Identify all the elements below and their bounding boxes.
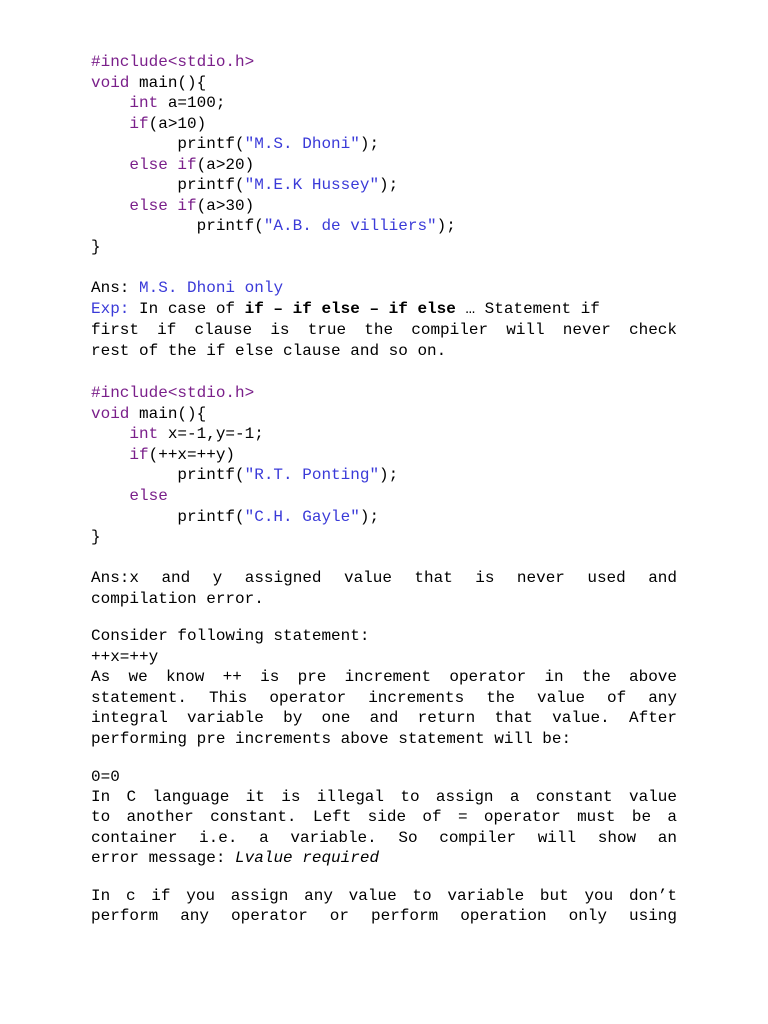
answer-1 (91, 278, 283, 298)
zero-statement: 0=0 (91, 768, 120, 786)
code1-line-printf-1 (91, 134, 379, 154)
string-literal: "R.T. Ponting" (244, 466, 380, 484)
consider-line-4: statement. This operator increments the value of any (91, 689, 677, 707)
code-text: printf( (91, 135, 245, 153)
consider-line-3: As we know ++ is pre increment operator in the above (91, 668, 677, 686)
consider-line-6: performing pre increments above statement will be: (91, 730, 572, 748)
code1-line-decl (91, 93, 225, 113)
code2-line-printf-1 (91, 465, 398, 485)
keyword: if (129, 446, 149, 464)
text: … Statement if (455, 300, 600, 318)
code-text: ); (379, 176, 399, 194)
string-literal: "A.B. de villiers" (263, 217, 437, 235)
indent (91, 197, 129, 215)
text: In case of (129, 300, 245, 318)
indent (91, 446, 129, 464)
code-text: main(){ (129, 405, 207, 423)
code2-line-decl (91, 424, 264, 444)
code-text: (a>30) (196, 197, 255, 215)
indent (91, 156, 129, 174)
code2-line-printf-2 (91, 507, 379, 527)
keyword: void (91, 74, 130, 92)
zero-line-4: container i.e. a variable. So compiler will show an (91, 829, 677, 847)
code-text: ); (436, 217, 456, 235)
consider-heading: Consider following statement: (91, 627, 370, 645)
zero-line-5 (91, 848, 379, 868)
code-text: ); (359, 135, 380, 153)
explanation-1-line-2: first if clause is true the compiler will never check (91, 321, 677, 339)
bold-text: if – if else – if else (244, 300, 456, 318)
string-literal: "M.E.K Hussey" (244, 176, 380, 194)
code-text: printf( (91, 508, 245, 526)
code-text: } (91, 528, 101, 546)
code-text: x=-1,y=-1; (158, 425, 264, 443)
code1-line-close (91, 237, 101, 257)
indent (91, 425, 129, 443)
explanation-1-line-1 (91, 299, 600, 319)
code-text: printf( (91, 466, 245, 484)
code2-line-main (91, 404, 206, 424)
code1-line-printf-3 (91, 216, 456, 236)
text: error message: (91, 849, 236, 867)
code-text: } (91, 238, 101, 256)
keyword: void (91, 405, 130, 423)
keyword: int (129, 425, 159, 443)
code-text: ); (359, 508, 380, 526)
keyword: int (129, 94, 159, 112)
indent (91, 115, 129, 133)
code2-line-include (91, 383, 254, 403)
indent (91, 94, 129, 112)
string-literal: "C.H. Gayle" (244, 508, 360, 526)
code1-line-printf-2 (91, 175, 398, 195)
code-text: main(){ (129, 74, 207, 92)
answer-label: Ans: (91, 279, 140, 297)
code-text: (a>10) (148, 115, 207, 133)
code-text: ); (379, 466, 399, 484)
final-line-2: perform any operator or perform operation only using (91, 907, 677, 925)
code-text: printf( (91, 176, 245, 194)
preprocessor-directive: #include<stdio.h> (91, 384, 255, 402)
keyword: else (129, 487, 168, 505)
code-text: (++x=++y) (148, 446, 236, 464)
code1-line-include (91, 52, 254, 72)
keyword: else if (129, 197, 197, 215)
zero-line-3: to another constant. Left side of = operator must be a (91, 808, 677, 826)
final-line-1: In c if you assign any value to variable but you don’t (91, 887, 677, 905)
keyword: else if (129, 156, 197, 174)
answer-2-line-2: compilation error. (91, 590, 264, 608)
preprocessor-directive: #include<stdio.h> (91, 53, 255, 71)
code1-line-main (91, 73, 206, 93)
code1-line-elseif-2 (91, 196, 254, 216)
code2-line-if (91, 445, 235, 465)
indent (91, 487, 129, 505)
code-text: (a>20) (196, 156, 255, 174)
italic-text: Lvalue required (235, 849, 380, 867)
consider-statement: ++x=++y (91, 648, 159, 666)
code-text: a=100; (158, 94, 226, 112)
keyword: if (129, 115, 149, 133)
code2-line-close (91, 527, 101, 547)
zero-line-2: In C language it is illegal to assign a constant value (91, 788, 677, 806)
code-text: printf( (91, 217, 264, 235)
answer-value: M.S. Dhoni only (139, 279, 284, 297)
consider-line-5: integral variable by one and return that value. After (91, 709, 677, 727)
explanation-1-line-3: rest of the if else clause and so on. (91, 342, 447, 360)
code1-line-elseif-1 (91, 155, 254, 175)
explanation-label: Exp: (91, 300, 130, 318)
code2-line-else (91, 486, 168, 506)
answer-2-line-1: Ans:x and y assigned value that is never used and (91, 569, 677, 587)
string-literal: "M.S. Dhoni" (244, 135, 360, 153)
code1-line-if (91, 114, 206, 134)
